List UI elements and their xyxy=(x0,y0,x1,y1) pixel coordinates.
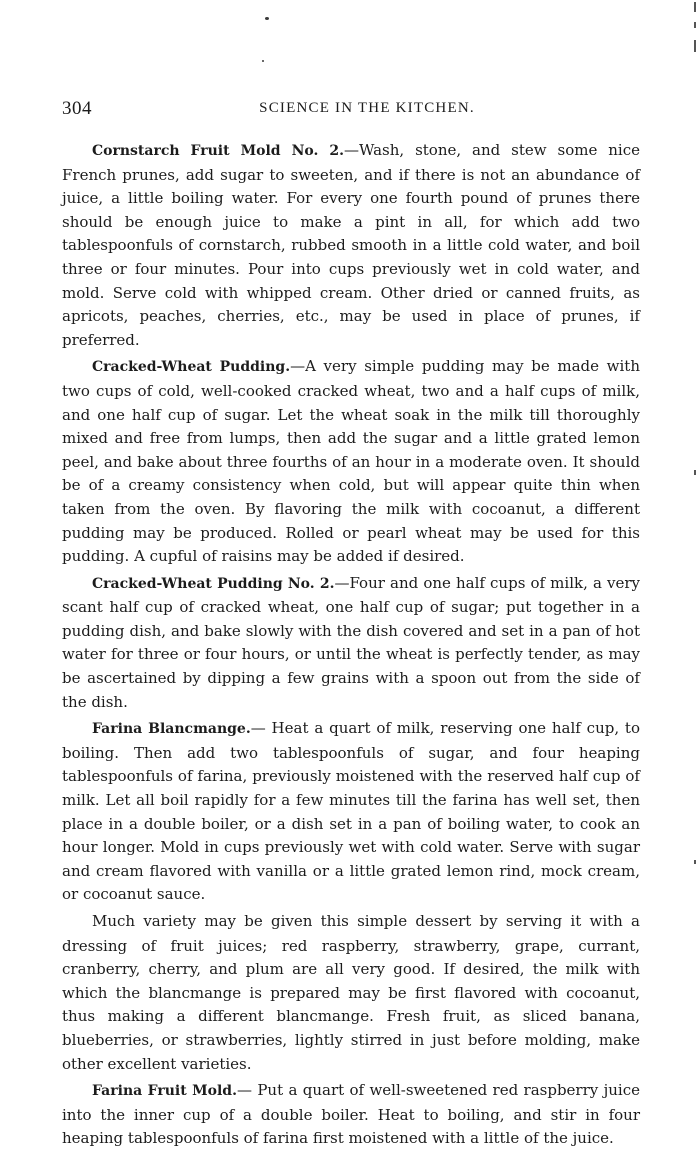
recipe-paragraph xyxy=(62,717,640,907)
page-body xyxy=(62,139,640,1154)
page-number: 304 xyxy=(62,98,92,119)
recipe-paragraph xyxy=(62,139,640,352)
recipe-text: —A very simple pudding may be made with two cups of cold, well-cooked cracked wheat, two and a half cups of milk, and one half cup of sugar. Let the wheat soak in the milk till thoroughly mixed and free from lumps, then add the sugar and a little grated lemon peel, and bake about three fourths of an hour in a moderate oven. It should be of a creamy consistency when cold, but will appear quite thin when taken from the oven. By flavoring the milk with cocoanut, a different pudding may be produced. Rolled or pearl wheat may be used for this pudding. A cupful of raisins may be added if desired. xyxy=(62,357,640,566)
page-header xyxy=(62,98,644,122)
print-speck xyxy=(265,17,269,20)
recipe-heading: Farina Fruit Mold. xyxy=(92,1083,237,1100)
recipe-paragraph xyxy=(62,355,640,568)
scan-edge-mark xyxy=(694,40,696,52)
recipe-heading: Cracked-Wheat Pudding. xyxy=(92,359,291,376)
scan-edge-mark xyxy=(694,470,696,475)
recipe-text: —Four and one half cups of milk, a very scant half cup of cracked wheat, one half cup of sugar; put together in a pudding dish, and bake slowly with the dish covered and set in a pan of hot water for three or four hours, or until the wheat is perfectly tender, as may be ascertained by dipping a few grains with a spoon out from the side of the dish. xyxy=(62,573,640,711)
recipe-paragraph xyxy=(62,572,640,715)
recipe-heading: Cracked-Wheat Pudding No. 2. xyxy=(92,575,335,592)
recipe-paragraph xyxy=(62,1079,640,1151)
recipe-heading: Cornstarch Fruit Mold No. 2. xyxy=(92,143,344,159)
running-title: SCIENCE IN THE KITCHEN. xyxy=(259,100,475,116)
recipe-text: —Wash, stone, and stew some nice French prunes, add sugar to sweeten, and if there is not an abundance of juice, a little boiling water. For every one fourth pound of prunes there should be enough juice to make a pint in all, for which add two tablespoonfuls of cornstarch, rubbed smooth in a little cold water, and boil three or four minutes. Pour into cups previously wet in cold water, and mold. Serve cold with whipped cream. Other dried or canned fruits, as apricots, peaches, cherries, etc., may be used in place of prunes, if preferred. xyxy=(62,141,640,349)
print-speck xyxy=(262,60,264,62)
recipe-paragraph xyxy=(62,910,640,1076)
scan-edge-mark xyxy=(694,860,696,864)
recipe-text: — Heat a quart of milk, reserving one half cup, to boiling. Then add two tablespoonfuls of sugar, and four heaping tablespoonfuls of farina, previously moistened with the reserved half cup of milk. Let all boil rapidly for a few minutes till the farina has well set, then place in a double boiler, or a dish set in a pan of boiling water, to cook an hour longer. Mold in cups previously wet with cold water. Serve with sugar and cream flavored with vanilla or a little grated lemon rind, mock cream, or cocoanut sauce. xyxy=(62,719,640,904)
recipe-text: — Put a quart of well-sweetened red raspberry juice into the inner cup of a double boiler. Heat to boiling, and stir in four heaping tablespoonfuls of farina first moistened with a little of the juice. xyxy=(62,1081,640,1148)
scan-edge-mark xyxy=(694,22,696,28)
recipe-text: Much variety may be given this simple dessert by serving it with a dressing of fruit juices; red raspberry, strawberry, grape, currant, cranberry, cherry, and plum are all very good. If desired, the milk with which the blancmange is prepared may be first flavored with cocoanut, thus making a different blancmange. Fresh fruit, as sliced banana, blueberries, or strawberries, lightly stirred in just before molding, make other excellent varieties. xyxy=(62,912,640,1073)
recipe-heading: Farina Blancmange. xyxy=(92,721,251,738)
scan-edge-mark xyxy=(694,2,696,12)
